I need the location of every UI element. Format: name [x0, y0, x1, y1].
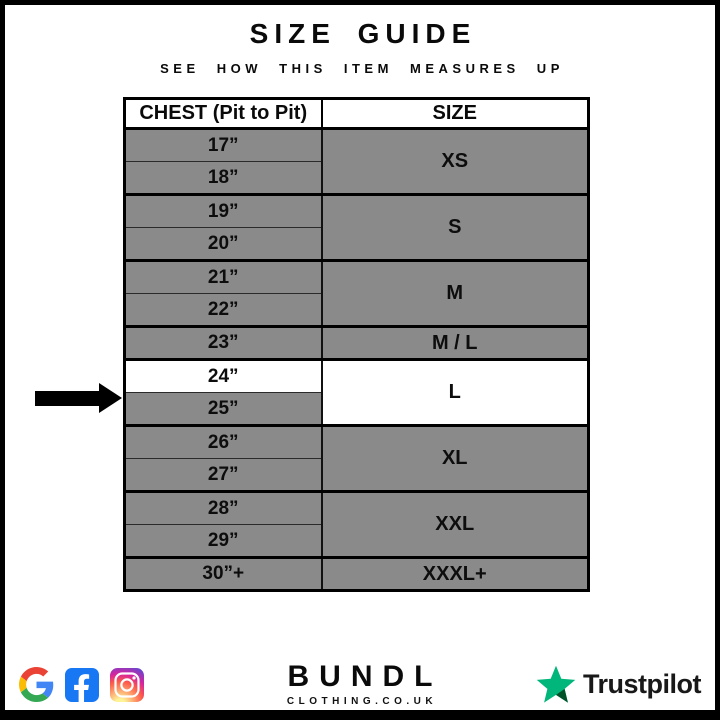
- instagram-icon[interactable]: [110, 668, 144, 702]
- table-row: [125, 261, 589, 294]
- size-table: [123, 97, 590, 592]
- chest-cell: 28”: [125, 492, 322, 525]
- size-cell: XXL: [322, 492, 589, 558]
- brand-logo: [278, 662, 443, 707]
- size-cell: XS: [322, 129, 589, 195]
- trustpilot-wordmark: Trustpilot: [583, 669, 701, 699]
- table-row: [125, 195, 589, 228]
- chest-cell: 22”: [125, 294, 322, 327]
- table-row: [125, 426, 589, 459]
- footer: [19, 662, 701, 707]
- table-row: [125, 558, 589, 591]
- page-subtitle: SEE HOW THIS ITEM MEASURES UP: [160, 61, 564, 76]
- size-table-body: [125, 129, 589, 591]
- arrow-shaft: [35, 391, 99, 406]
- table-row: [125, 327, 589, 360]
- size-cell: M: [322, 261, 589, 327]
- table-row: [125, 360, 589, 393]
- chest-cell: 27”: [125, 459, 322, 492]
- size-cell: S: [322, 195, 589, 261]
- brand-domain: CLOTHING.CO.UK: [286, 696, 438, 707]
- size-column-header: SIZE: [322, 99, 589, 129]
- size-cell: M / L: [322, 327, 589, 360]
- chest-cell: 26”: [125, 426, 322, 459]
- facebook-icon[interactable]: [65, 668, 99, 702]
- chest-cell: 30”+: [125, 558, 322, 591]
- size-cell: XL: [322, 426, 589, 492]
- table-row: [125, 129, 589, 162]
- trustpilot-star-icon: [534, 663, 578, 707]
- size-table-head-row: [125, 99, 589, 129]
- chest-cell: 19”: [125, 195, 322, 228]
- chest-cell: 18”: [125, 162, 322, 195]
- size-cell: XXXL+: [322, 558, 589, 591]
- page-title: SIZE GUIDE: [249, 18, 477, 49]
- arrow-head: [99, 383, 122, 413]
- social-icons: [19, 667, 235, 702]
- table-row: [125, 492, 589, 525]
- chest-cell: 24”: [125, 360, 322, 393]
- chest-cell: 29”: [125, 525, 322, 558]
- chest-column-header: CHEST (Pit to Pit): [125, 99, 322, 129]
- size-table-wrap: [123, 97, 590, 592]
- chest-cell: 25”: [125, 393, 322, 426]
- chest-cell: 21”: [125, 261, 322, 294]
- trustpilot-logo[interactable]: [485, 663, 701, 707]
- highlight-arrow-icon: [35, 383, 122, 413]
- chest-cell: 17”: [125, 129, 322, 162]
- chest-cell: 23”: [125, 327, 322, 360]
- brand-name: BUNDL: [287, 660, 443, 693]
- google-icon[interactable]: [19, 667, 54, 702]
- chest-cell: 20”: [125, 228, 322, 261]
- size-cell: L: [322, 360, 589, 426]
